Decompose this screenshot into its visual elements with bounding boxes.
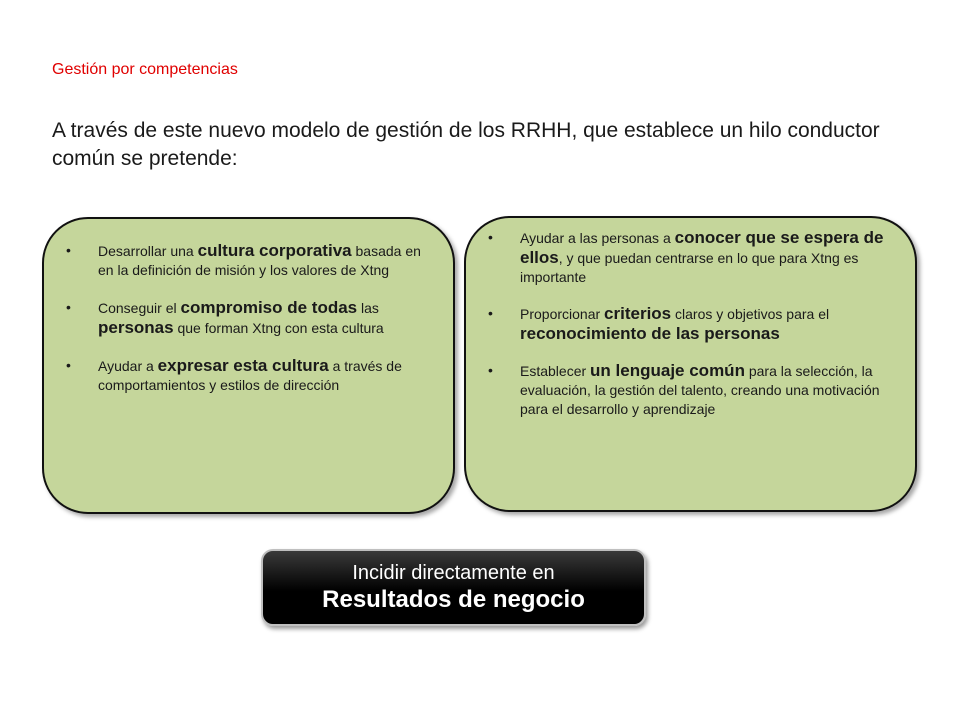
list-item: • Proporcionar criterios claros y objetivos para el reconocimiento de las personas xyxy=(466,304,889,344)
list-item: • Conseguir el compromiso de todas las personas que forman Xtng con esta cultura xyxy=(44,298,435,338)
callout-line-1: Incidir directamente en xyxy=(352,562,555,584)
list-item: • Establecer un lenguaje común para la selección, la evaluación, la gestión del talento, creando una motivación para el desarrollo y aprendizaje xyxy=(466,361,889,419)
list-item: • Desarrollar una cultura corporativa basada en en la definición de misión y los valores de Xtng xyxy=(44,241,435,280)
left-bullet-list xyxy=(44,219,453,395)
intro-text: A través de este nuevo modelo de gestión de los RRHH, que establece un hilo conductor común se pretende: xyxy=(52,119,880,170)
right-bullet-list xyxy=(466,218,915,419)
section-title: Gestión por competencias xyxy=(52,61,238,78)
business-results-callout xyxy=(261,549,646,626)
list-item: • Ayudar a expresar esta cultura a través de comportamientos y estilos de dirección xyxy=(44,356,435,395)
right-objectives-panel xyxy=(464,216,917,512)
left-objectives-panel xyxy=(42,217,455,514)
list-item: • Ayudar a las personas a conocer que se espera de ellos, y que puedan centrarse en lo que para Xtng es importante xyxy=(466,228,889,287)
callout-line-2: Resultados de negocio xyxy=(322,586,585,613)
